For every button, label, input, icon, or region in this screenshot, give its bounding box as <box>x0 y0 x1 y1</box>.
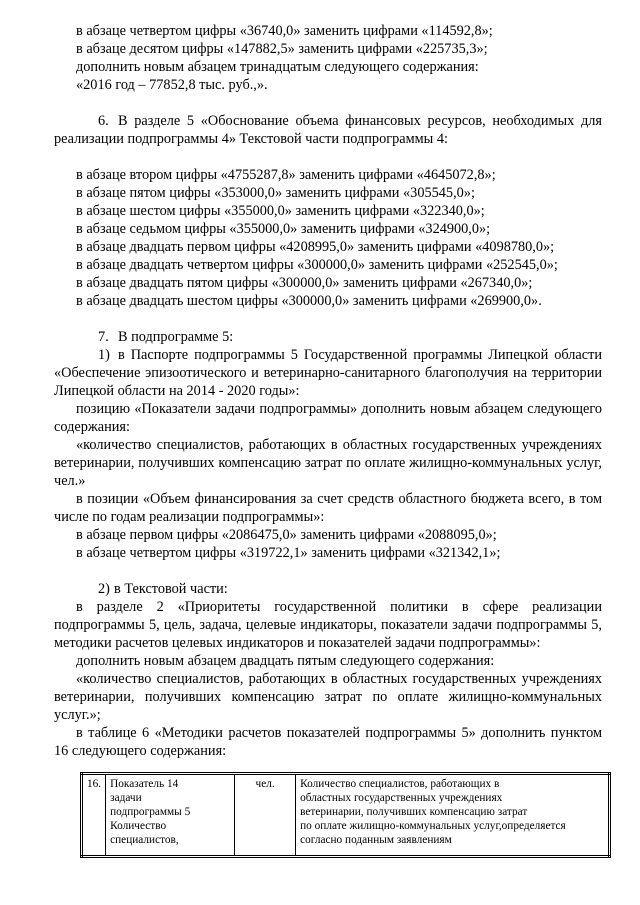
paragraph: в таблице 6 «Методики расчетов показателей подпрограммы 5» дополнить пунктом 16 следующего содержания: <box>54 725 602 759</box>
item-1-number: 1) <box>98 347 110 363</box>
paragraph: позицию «Показатели задачи подпрограммы» дополнить новым абзацем следующего содержания: <box>54 401 602 435</box>
table-cell-line: задачи <box>110 792 142 804</box>
table-cell-line: Количество <box>110 820 167 832</box>
table-cell-line: ветеринарии, получивших компенсацию затрат <box>300 806 528 818</box>
methods-table <box>80 772 611 858</box>
table-cell-line: подпрограммы 5 <box>110 806 191 818</box>
table-cell-line: Количество специалистов, работающих в <box>300 778 500 790</box>
paragraph: в абзаце двадцать четвертом цифры «300000,0» заменить цифрами «252545,0»; <box>76 257 558 273</box>
paragraph: в разделе 2 «Приоритеты государственной политики в сфере реализации подпрограммы 5, цель, задача, целевые индикаторы, показатели задачи подпрограммы 5, методики расчетов целевых индикаторов и показателей задачи подпрограммы»: <box>54 599 602 651</box>
table-cell-line: Показатель 14 <box>110 778 179 790</box>
paragraph: в абзаце четвертом цифры «319722,1» заменить цифрами «321342,1»; <box>76 545 501 561</box>
paragraph: дополнить новым абзацем двадцать пятым следующего содержания: <box>76 653 495 669</box>
section-6 <box>54 112 602 148</box>
paragraph: в абзаце шестом цифры «355000,0» заменить цифрами «322340,0»; <box>76 203 485 219</box>
section-6-number: 6. <box>98 113 109 129</box>
paragraph: в абзаце пятом цифры «353000,0» заменить цифрами «305545,0»; <box>76 185 475 201</box>
table-cell-line: областных государственных учреждениях <box>300 792 503 804</box>
section-7-text: В подпрограмме 5: <box>118 329 234 345</box>
paragraph: в позиции «Объем финансирования за счет средств областного бюджета всего, в том числе по годам реализации подпрограммы»: <box>54 491 602 525</box>
paragraph: в абзаце седьмом цифры «355000,0» заменить цифрами «324900,0»; <box>76 221 491 237</box>
paragraph: в абзаце двадцать пятом цифры «300000,0» заменить цифрами «267340,0»; <box>76 275 533 291</box>
section-7-number: 7. <box>98 329 109 345</box>
table-cell-line: по оплате жилищно-коммунальных услуг,определяется <box>300 820 566 832</box>
paragraph: в абзаце двадцать первом цифры «4208995,0» заменить цифрами «4098780,0»; <box>76 239 555 255</box>
paragraph: в абзаце двадцать шестом цифры «300000,0» заменить цифрами «269900,0». <box>76 293 542 309</box>
table-cell-line: специалистов, <box>110 834 179 846</box>
table-row <box>82 774 610 857</box>
paragraph: «2016 год – 77852,8 тыс. руб.,». <box>76 77 268 93</box>
paragraph: «количество специалистов, работающих в областных государственных учреждениях ветеринарии, получивших компенсацию затрат по оплате жилищно-коммунальных услуг, чел.» <box>54 437 602 489</box>
paragraph: «количество специалистов, работающих в областных государственных учреждениях ветеринарии, получивших компенсацию затрат по оплате жилищно-коммунальных услуг.»; <box>54 671 602 723</box>
table-cell-number: 16. <box>82 774 106 857</box>
paragraph: в абзаце первом цифры «2086475,0» заменить цифрами «2088095,0»; <box>76 527 497 543</box>
paragraph: в абзаце втором цифры «4755287,8» заменить цифрами «4645072,8»; <box>76 167 496 183</box>
table-cell-indicator <box>106 774 235 857</box>
document-body <box>54 22 602 760</box>
paragraph: в абзаце десятом цифры «147882,5» заменить цифрами «225735,3»; <box>76 41 488 57</box>
item-2-number: 2) <box>98 581 110 597</box>
item-2 <box>54 580 602 598</box>
section-6-text: В разделе 5 «Обоснование объема финансовых ресурсов, необходимых для реализации подпрограммы 4» Текстовой части подпрограммы 4: <box>54 113 602 147</box>
section-7 <box>54 328 602 346</box>
item-2-text: в Текстовой части: <box>114 581 228 597</box>
table-cell-method <box>296 774 610 857</box>
paragraph: дополнить новым абзацем тринадцатым следующего содержания: <box>76 59 479 75</box>
item-1-text: в Паспорте подпрограммы 5 Государственной программы Липецкой области «Обеспечение эпизоотического и ветеринарно-санитарного благополучия на территории Липецкой области на 2014 - 2020 годы»: <box>54 347 602 399</box>
item-1 <box>54 346 602 400</box>
paragraph: в абзаце четвертом цифры «36740,0» заменить цифрами «114592,8»; <box>76 23 493 39</box>
table-cell-unit: чел. <box>235 774 296 857</box>
table-cell-line: согласно поданным заявлениям <box>300 834 452 846</box>
